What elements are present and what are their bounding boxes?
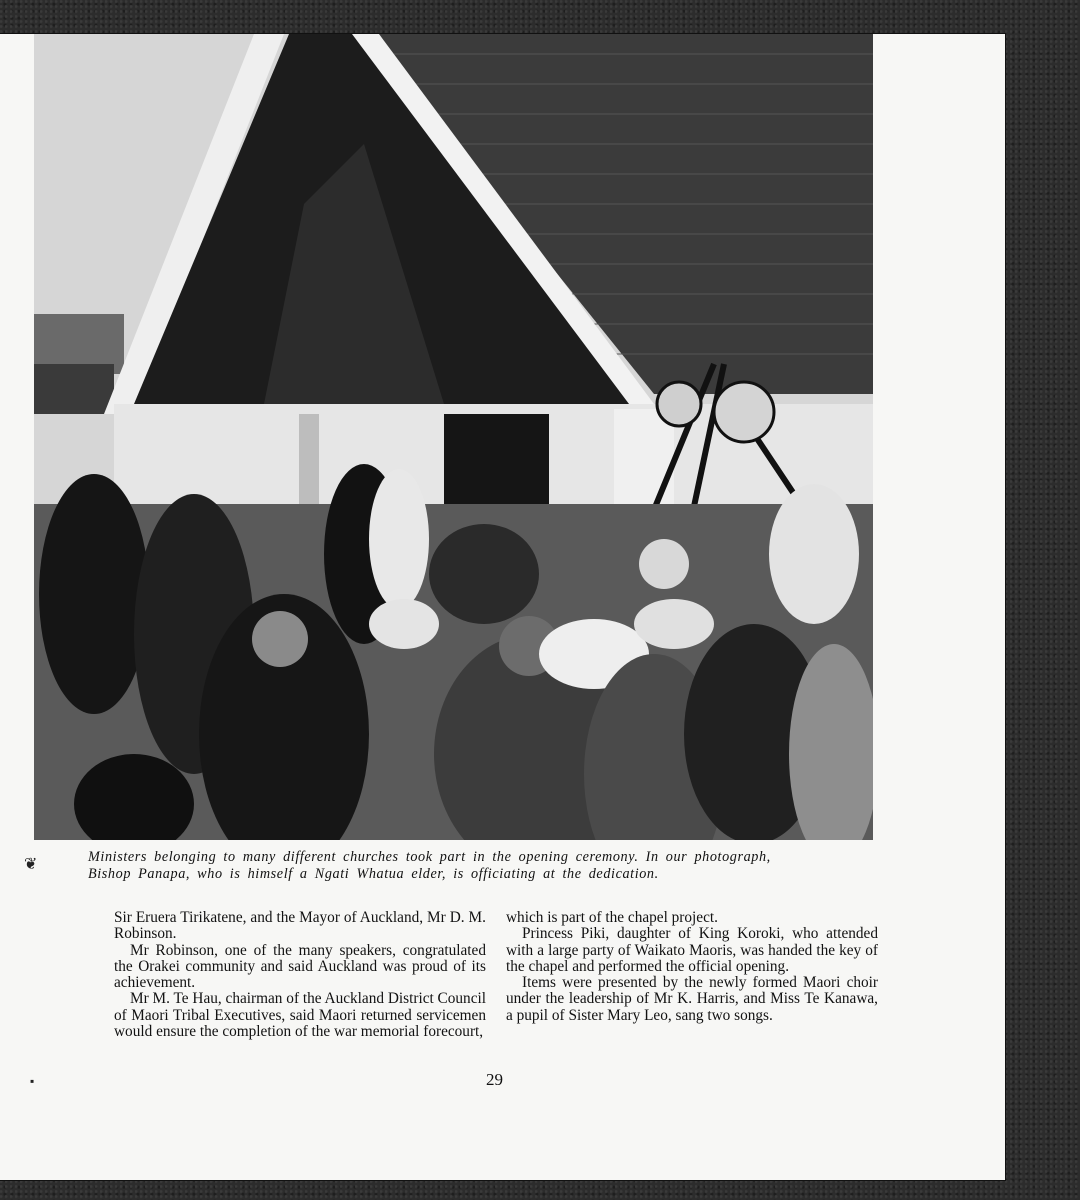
magazine-page: [0, 34, 1005, 1180]
paragraph: which is part of the chapel project.: [506, 909, 718, 926]
paragraph: Mr Robinson, one of the many speakers, congratulated the Orakei community and said Auckland was proud of its achievement.: [114, 941, 486, 992]
corner-mark: ▪: [30, 1074, 35, 1088]
paragraph: Items were presented by the newly formed Maori choir under the leadership of Mr K. Harris, and Miss Te Kanawa, a pupil of Sister Mary Leo, sang two songs.: [506, 974, 878, 1024]
margin-mark: ❦: [24, 856, 38, 873]
paragraph: Sir Eruera Tirikatene, and the Mayor of Auckland, Mr D. M. Robinson.: [114, 909, 486, 943]
caption-line-2: Bishop Panapa, who is himself a Ngati Whatua elder, is officiating at the dedication.: [88, 866, 659, 882]
article-column-right: [506, 910, 878, 1024]
paragraph: Princess Piki, daughter of King Koroki, who attended with a large party of Waikato Maoris, was handed the key of the chapel and performed the official opening.: [506, 925, 878, 975]
page-number: 29: [486, 1070, 503, 1089]
caption-line-1: Ministers belonging to many different churches took part in the opening ceremony. In our photograph,: [88, 849, 771, 865]
paragraph: Mr M. Te Hau, chairman of the Auckland District Council of Maori Tribal Executives, said Maori returned servicemen would ensure the completion of the war memorial forecourt,: [114, 990, 486, 1041]
church-opening-ceremony-photo: [34, 34, 873, 840]
photo-caption: [88, 849, 878, 883]
photo-illustration: [34, 34, 873, 840]
article-column-left: [114, 910, 486, 1040]
